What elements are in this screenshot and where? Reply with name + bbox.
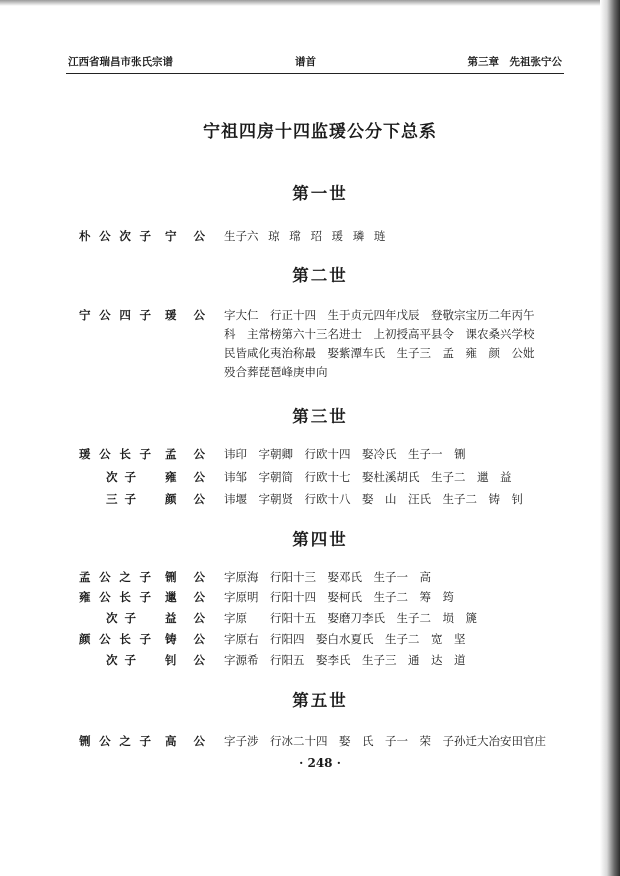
generation-heading: 第四世 — [292, 530, 348, 549]
person-name: 邋公 — [165, 590, 205, 604]
relation-label: 次子 — [106, 653, 136, 667]
person-name: 益公 — [165, 611, 205, 625]
relation-label: 三子 — [106, 492, 136, 506]
relation-label: 雍公长子 — [79, 590, 151, 604]
entry-text: 科 主常榜第六十三名进士 上初授高平县令 课农桑兴学校 — [224, 327, 535, 341]
relation-label: 颜公长子 — [79, 632, 151, 646]
generation-heading: 第三世 — [292, 407, 348, 426]
entry-text: 字原 行阳十五 娶磨刀李氏 生子二 埙 篪 — [224, 611, 477, 625]
entry-text: 字原明 行阳十四 娶柯氏 生子二 筹 筠 — [224, 590, 454, 604]
relation-label: 铏公之子 — [79, 734, 151, 748]
generation-heading: 第一世 — [292, 184, 348, 203]
header-rule — [66, 73, 564, 74]
header-left: 江西省瑞昌市张氏宗谱 — [68, 56, 173, 68]
entry-text: 民皆咸化夷治称最 娶紫潭车氏 生子三 孟 雍 颜 公妣 — [224, 346, 535, 360]
entry-text: 字子涉 行冰二十四 娶 氏 子一 荣 子孙迁大冶安田官庄 — [224, 734, 546, 748]
page-title: 宁祖四房十四监瑗公分下总系 — [203, 122, 437, 142]
generation-heading: 第二世 — [292, 266, 348, 285]
entry-text: 字原海 行阳十三 娶邓氏 生子一 高 — [224, 570, 431, 584]
entry-text: 生子六 琼 瑺 玿 瑗 璘 琏 — [224, 229, 386, 243]
person-name: 铸公 — [165, 632, 205, 646]
header-right: 第三章 先祖张宁公 — [467, 56, 562, 68]
relation-label: 瑗公长子 — [79, 447, 151, 461]
generation-heading: 第五世 — [292, 691, 348, 710]
relation-label: 孟公之子 — [79, 570, 151, 584]
entry-text: 字源希 行阳五 娶李氏 生子三 通 达 道 — [224, 653, 466, 667]
entry-text: 讳邹 字朝简 行欧十七 娶杜溪胡氏 生子二 邋 益 — [224, 470, 512, 484]
person-name: 雍公 — [165, 470, 205, 484]
person-name: 铏公 — [165, 570, 205, 584]
person-name: 钊公 — [165, 653, 205, 667]
person-name: 颜公 — [165, 492, 205, 506]
person-name: 宁公 — [165, 229, 205, 243]
header-center: 谱首 — [295, 56, 316, 68]
running-header — [68, 54, 562, 72]
person-name: 高公 — [165, 734, 205, 748]
page-number: · 248 · — [299, 756, 341, 770]
person-name: 孟公 — [165, 447, 205, 461]
entry-text: 殁合葬琵琶峰庚申向 — [224, 365, 328, 379]
entry-text: 字大仁 行正十四 生于贞元四年戊辰 登敬宗宝历二年丙午 — [224, 308, 535, 322]
relation-label: 宁公四子 — [79, 308, 151, 322]
page-edge-shadow-top — [0, 0, 620, 6]
person-name: 瑗公 — [165, 308, 205, 322]
entry-text: 讳堰 字朝贤 行欧十八 娶 山 汪氏 生子二 铸 钊 — [224, 492, 523, 506]
relation-label: 朴公次子 — [79, 229, 151, 243]
relation-label: 次子 — [106, 611, 136, 625]
entry-text: 讳印 字朝卿 行欧十四 娶冷氏 生子一 铏 — [224, 447, 466, 461]
entry-text: 字原右 行阳四 娶白水夏氏 生子二 宽 坚 — [224, 632, 466, 646]
relation-label: 次子 — [106, 470, 136, 484]
